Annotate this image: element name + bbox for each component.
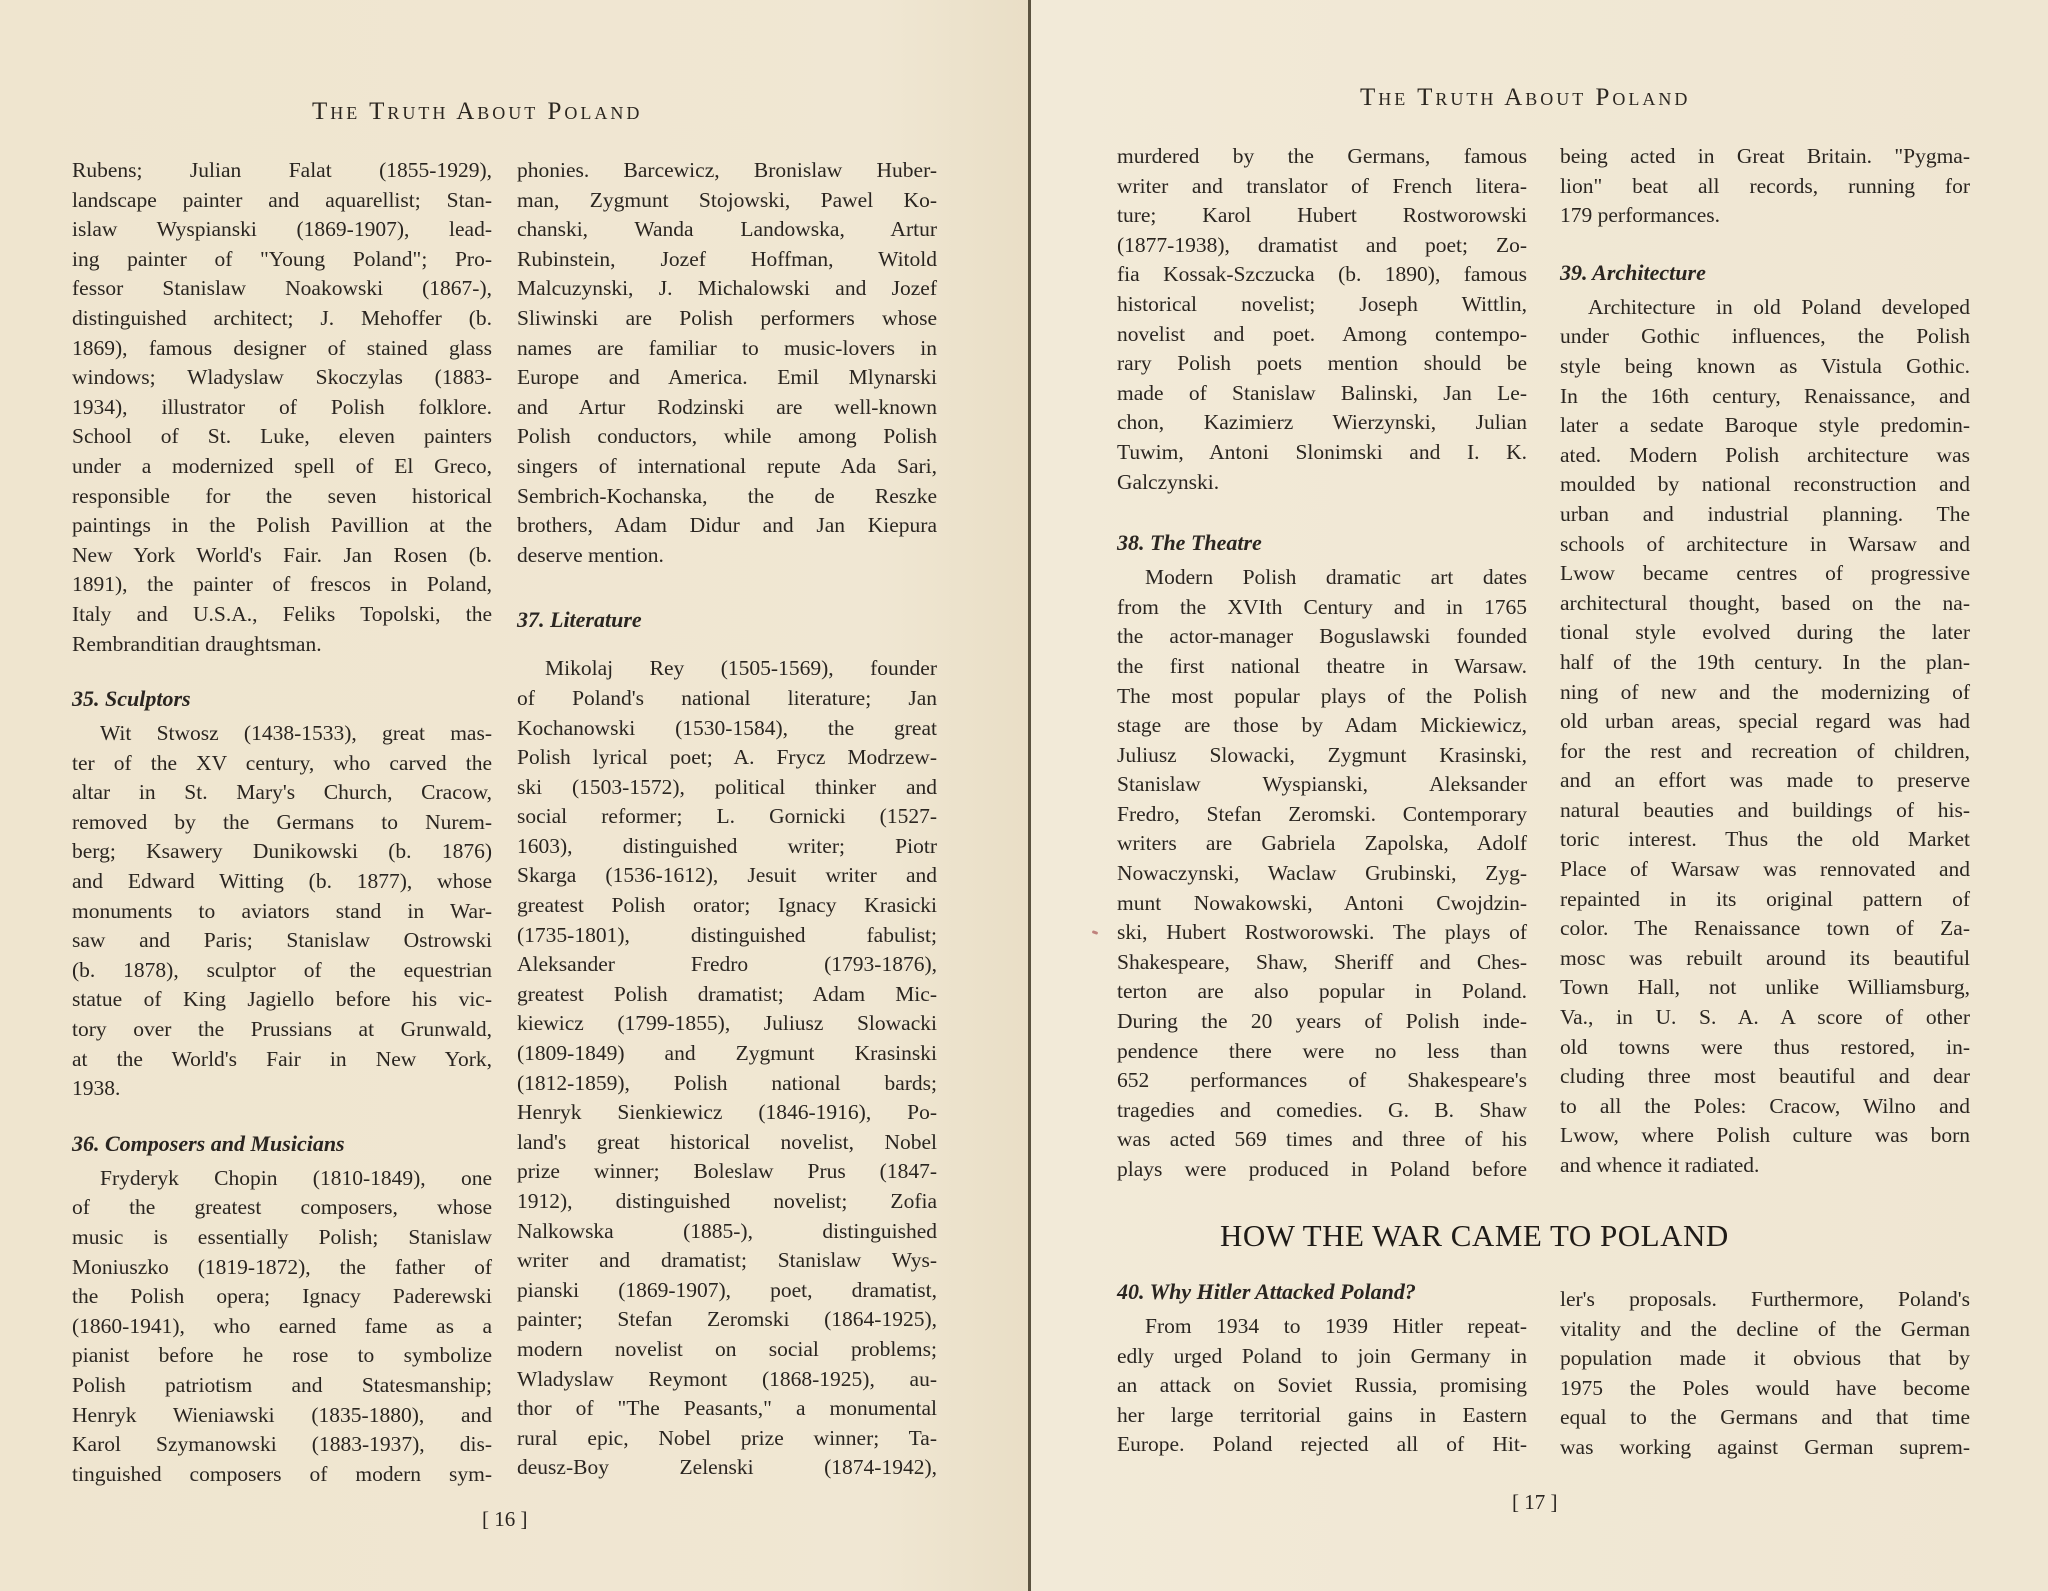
text-line: kiewicz (1799-1855), Juliusz Slowacki <box>517 1011 937 1036</box>
text-line: names are familiar to music-lovers in <box>517 335 937 360</box>
text-line: writer and dramatist; Stanislaw Wys- <box>517 1248 937 1273</box>
text-line: toric interest. Thus the old Market <box>1560 827 1970 852</box>
text-line: Stanislaw Wyspianski, Aleksander <box>1117 772 1527 797</box>
text-line: (1809-1849) and Zygmunt Krasinski <box>517 1041 937 1066</box>
text-line: mosc was rebuilt around its beautiful <box>1560 945 1970 970</box>
text-line: From 1934 to 1939 Hitler repeat- <box>1145 1314 1527 1338</box>
text-line: landscape painter and aquarellist; Stan- <box>72 187 492 212</box>
text-line: pendence there were no less than <box>1117 1038 1527 1063</box>
text-line: repainted in its original pattern of <box>1560 886 1970 911</box>
text-line: greatest Polish orator; Ignacy Krasicki <box>517 893 937 918</box>
text-line: Karol Szymanowski (1883-1937), dis- <box>72 1432 492 1457</box>
text-line: fessor Stanislaw Noakowski (1867-), <box>72 276 492 301</box>
running-head-right: The Truth About Poland <box>1360 84 1691 111</box>
text-line: Malcuzynski, J. Michalowski and Jozef <box>517 276 937 301</box>
text-line: fia Kossak-Szczucka (b. 1890), famous <box>1117 262 1527 287</box>
text-line: from the XVIth Century and in 1765 <box>1117 594 1527 619</box>
text-line: 1603), distinguished writer; Piotr <box>517 833 937 858</box>
text-line: deserve mention. <box>517 542 664 567</box>
text-line: of Poland's national literature; Jan <box>517 685 937 710</box>
text-line: New York World's Fair. Jan Rosen (b. <box>72 542 492 567</box>
text-line: an attack on Soviet Russia, promising <box>1117 1373 1527 1398</box>
text-line: brothers, Adam Didur and Jan Kiepura <box>517 513 937 538</box>
text-line: under a modernized spell of El Greco, <box>72 453 492 478</box>
paragraph-literature <box>517 654 937 1483</box>
text-line: distinguished architect; J. Mehoffer (b. <box>72 305 492 330</box>
text-line: tinguished composers of modern sym- <box>72 1461 492 1486</box>
text-line: of the greatest composers, whose <box>72 1195 492 1220</box>
text-line: writer and translator of French litera- <box>1117 173 1527 198</box>
paragraph-literature-continued <box>1117 142 1527 497</box>
text-line: Henryk Sienkiewicz (1846-1916), Po- <box>517 1100 937 1125</box>
right-page-section-40-column-1 <box>1117 1276 1527 1460</box>
text-line: terton are also popular in Poland. <box>1117 979 1527 1004</box>
text-line: chon, Kazimierz Wierzynski, Julian <box>1117 410 1527 435</box>
part-title: HOW THE WAR CAME TO POLAND <box>1220 1218 1729 1253</box>
text-line: schools of architecture in Warsaw and <box>1560 531 1970 556</box>
text-line: Sembrich-Kochanska, the de Reszke <box>517 483 937 508</box>
paragraph-composers <box>72 1164 492 1490</box>
text-line: ski, Hubert Rostworowski. The plays of <box>1117 920 1527 945</box>
text-line: ski (1503-1572), political thinker and <box>517 774 937 799</box>
section-heading-why-hitler: 40. Why Hitler Attacked Poland? <box>1117 1279 1416 1304</box>
text-line: Wit Stwosz (1438-1533), great mas- <box>100 721 492 746</box>
running-head-left: The Truth About Poland <box>312 98 643 125</box>
text-line: Lwow, where Polish culture was born <box>1560 1123 1970 1148</box>
text-line: writers are Gabriela Zapolska, Adolf <box>1117 831 1527 856</box>
text-line: Rubens; Julian Falat (1855-1929), <box>72 158 492 182</box>
text-line: (1812-1859), Polish national bards; <box>517 1070 937 1095</box>
right-page-column-2 <box>1560 142 1970 1181</box>
text-line: singers of international repute Ada Sari, <box>517 453 937 478</box>
text-line: Mikolaj Rey (1505-1569), founder <box>545 656 937 681</box>
section-heading-literature: 37. Literature <box>517 607 642 633</box>
text-line: Juliusz Slowacki, Zygmunt Krasinski, <box>1117 742 1527 767</box>
text-line: half of the 19th century. In the plan- <box>1560 649 1970 674</box>
text-line: music is essentially Polish; Stanislaw <box>72 1225 492 1249</box>
text-line: Moniuszko (1819-1872), the father of <box>72 1254 492 1279</box>
section-heading-composers: 36. Composers and Musicians <box>72 1130 345 1156</box>
text-line: (b. 1878), sculptor of the equestrian <box>72 957 492 982</box>
text-line: under Gothic influences, the Polish <box>1560 324 1970 349</box>
text-line: statue of King Jagiello before his vic- <box>72 987 492 1012</box>
text-line: windows; Wladyslaw Skoczylas (1883- <box>72 365 492 390</box>
paragraph-architecture <box>1560 293 1970 1181</box>
text-line: responsible for the seven historical <box>72 483 492 508</box>
text-line: ning of new and the modernizing of <box>1560 679 1970 704</box>
text-line: School of St. Luke, eleven painters <box>72 424 492 449</box>
text-line: 1891), the painter of frescos in Poland, <box>72 572 492 597</box>
text-line: Town Hall, not unlike Williamsburg, <box>1560 975 1970 1000</box>
text-line: Polish lyrical poet; A. Frycz Modrzew- <box>517 745 937 770</box>
text-line: deusz-Boy Zelenski (1874-1942), <box>517 1455 937 1480</box>
text-line: rural epic, Nobel prize winner; Ta- <box>517 1425 937 1450</box>
text-line: rary Polish poets mention should be <box>1117 351 1527 376</box>
text-line: novelist and poet. Among contempo- <box>1117 321 1527 346</box>
text-line: The most popular plays of the Polish <box>1117 683 1527 708</box>
page-number-left: [ 16 ] <box>482 1507 528 1531</box>
section-heading-sculptors: 35. Sculptors <box>72 686 191 712</box>
text-line: Fryderyk Chopin (1810-1849), one <box>100 1165 492 1190</box>
text-line: 1912), distinguished novelist; Zofia <box>517 1189 937 1213</box>
text-line: Fredro, Stefan Zeromski. Contemporary <box>1117 801 1527 826</box>
text-line: man, Zygmunt Stojowski, Pawel Ko- <box>517 187 937 212</box>
text-line: and Edward Witting (b. 1877), whose <box>72 869 492 894</box>
text-line: stage are those by Adam Mickiewicz, <box>1117 713 1527 738</box>
text-line: 1869), famous designer of stained glass <box>72 335 492 360</box>
text-line: 179 performances. <box>1560 203 1720 228</box>
text-line: Rembranditian draughtsman. <box>72 631 322 656</box>
text-line: Architecture in old Poland developed <box>1588 294 1970 319</box>
text-line: land's great historical novelist, Nobel <box>517 1129 937 1154</box>
text-line: was working against German suprem- <box>1560 1434 1970 1459</box>
book-spine <box>1028 0 1031 1591</box>
left-page-column-1 <box>72 156 492 1489</box>
text-line: population made it obvious that by <box>1560 1346 1970 1371</box>
text-line: altar in St. Mary's Church, Cracow, <box>72 780 492 805</box>
text-line: Rubinstein, Jozef Hoffman, Witold <box>517 246 937 271</box>
text-line: social reformer; L. Gornicki (1527- <box>517 804 937 829</box>
text-line: plays were produced in Poland before <box>1117 1157 1527 1181</box>
text-line: at the World's Fair in New York, <box>72 1046 492 1071</box>
text-line: Italy and U.S.A., Feliks Topolski, the <box>72 601 492 626</box>
text-line: Polish patriotism and Statesmanship; <box>72 1372 492 1397</box>
text-line: Modern Polish dramatic art dates <box>1145 565 1527 590</box>
paragraph-why-hitler-continued <box>1560 1285 1970 1463</box>
text-line: murdered by the Germans, famous <box>1117 144 1527 168</box>
text-line: phonies. Barcewicz, Bronislaw Huber- <box>517 158 937 182</box>
text-line: munt Nowakowski, Antoni Cwojdzin- <box>1117 890 1527 915</box>
text-line: 1938. <box>72 1076 121 1101</box>
text-line: Wladyslaw Reymont (1868-1925), au- <box>517 1366 937 1391</box>
text-line: In the 16th century, Renaissance, and <box>1560 383 1970 408</box>
text-line: cluding three most beautiful and dear <box>1560 1064 1970 1089</box>
text-line: Sliwinski are Polish performers whose <box>517 305 937 330</box>
text-line: (1735-1801), distinguished fabulist; <box>517 922 937 947</box>
text-line: lion" beat all records, running for <box>1560 173 1970 198</box>
text-line: ler's proposals. Furthermore, Poland's <box>1560 1287 1970 1311</box>
text-line: ing painter of "Young Poland"; Pro- <box>72 246 492 271</box>
text-line: greatest Polish dramatist; Adam Mic- <box>517 981 937 1006</box>
text-line: (1877-1938), dramatist and poet; Zo- <box>1117 232 1527 257</box>
text-line: 1934), illustrator of Polish folklore. <box>72 394 492 419</box>
text-line: and whence it radiated. <box>1560 1153 1760 1177</box>
text-line: Nalkowska (1885-), distinguished <box>517 1218 937 1243</box>
text-line: being acted in Great Britain. "Pygma- <box>1560 144 1970 168</box>
paragraph-painters-continued <box>72 156 492 659</box>
text-line: tory over the Prussians at Grunwald, <box>72 1017 492 1042</box>
text-line: natural beauties and buildings of his- <box>1560 797 1970 822</box>
text-line: style being known as Vistula Gothic. <box>1560 353 1970 378</box>
text-line: paintings in the Polish Pavillion at the <box>72 513 492 538</box>
text-line: old towns were thus restored, in- <box>1560 1034 1970 1059</box>
left-page-column-2 <box>517 156 937 1483</box>
text-line: monuments to aviators stand in War- <box>72 898 492 923</box>
text-line: chanski, Wanda Landowska, Artur <box>517 217 937 242</box>
text-line: painter; Stefan Zeromski (1864-1925), <box>517 1307 937 1332</box>
text-line: Tuwim, Antoni Slonimski and I. K. <box>1117 439 1527 464</box>
right-page-column-1 <box>1117 142 1527 1185</box>
text-line: color. The Renaissance town of Za- <box>1560 916 1970 941</box>
text-line: old urban areas, special regard was had <box>1560 709 1970 734</box>
text-line: Galczynski. <box>1117 469 1220 494</box>
text-line: moulded by national reconstruction and <box>1560 472 1970 497</box>
text-line: historical novelist; Joseph Wittlin, <box>1117 291 1527 316</box>
text-line: Polish conductors, while among Polish <box>517 424 937 449</box>
text-line: thor of "The Peasants," a monumental <box>517 1396 937 1421</box>
text-line: Henryk Wieniawski (1835-1880), and <box>72 1402 492 1427</box>
text-line: saw and Paris; Stanislaw Ostrowski <box>72 928 492 953</box>
section-heading-theatre: 38. The Theatre <box>1117 530 1262 556</box>
paragraph-sculptors <box>72 719 492 1104</box>
text-line: modern novelist on social problems; <box>517 1336 937 1361</box>
text-line: Aleksander Fredro (1793-1876), <box>517 952 937 977</box>
paragraph-composers-continued <box>517 156 937 570</box>
text-line: Nowaczynski, Waclaw Grubinski, Zyg- <box>1117 861 1527 886</box>
text-line: 1975 the Poles would have become <box>1560 1375 1970 1400</box>
text-line: for the rest and recreation of children, <box>1560 738 1970 763</box>
text-line: removed by the Germans to Nurem- <box>72 809 492 834</box>
text-line: the Polish opera; Ignacy Paderewski <box>72 1284 492 1309</box>
text-line: the first national theatre in Warsaw. <box>1117 653 1527 678</box>
text-line: urban and industrial planning. The <box>1560 501 1970 526</box>
paragraph-theatre <box>1117 563 1527 1184</box>
text-line: Europe and America. Emil Mlynarski <box>517 365 937 390</box>
text-line: Shakespeare, Shaw, Sheriff and Ches- <box>1117 949 1527 974</box>
text-line: During the 20 years of Polish inde- <box>1117 1009 1527 1034</box>
text-line: vitality and the decline of the German <box>1560 1316 1970 1341</box>
text-line: architectural thought, based on the na- <box>1560 590 1970 615</box>
text-line: tional style evolved during the later <box>1560 620 1970 645</box>
section-heading-architecture: 39. Architecture <box>1560 259 1706 285</box>
text-line: prize winner; Boleslaw Prus (1847- <box>517 1159 937 1184</box>
text-line: Skarga (1536-1612), Jesuit writer and <box>517 863 937 888</box>
text-line: berg; Ksawery Dunikowski (b. 1876) <box>72 839 492 864</box>
text-line: ture; Karol Hubert Rostworowski <box>1117 203 1527 228</box>
text-line: her large territorial gains in Eastern <box>1117 1402 1527 1427</box>
text-line: Kochanowski (1530-1584), the great <box>517 715 937 740</box>
text-line: to all the Poles: Cracow, Wilno and <box>1560 1093 1970 1118</box>
paragraph-theatre-continued <box>1560 142 1970 231</box>
text-line: later a sedate Baroque style predomin- <box>1560 413 1970 438</box>
text-line: edly urged Poland to join Germany in <box>1117 1343 1527 1368</box>
text-line: equal to the Germans and that time <box>1560 1405 1970 1430</box>
text-line: tragedies and comedies. G. B. Shaw <box>1117 1097 1527 1122</box>
text-line: and Artur Rodzinski are well-known <box>517 394 937 419</box>
text-line: was acted 569 times and three of his <box>1117 1127 1527 1152</box>
page-number-right: [ 17 ] <box>1512 1490 1558 1514</box>
paragraph-why-hitler <box>1117 1312 1527 1460</box>
text-line: pianski (1869-1907), poet, dramatist, <box>517 1277 937 1302</box>
text-line: islaw Wyspianski (1869-1907), lead- <box>72 217 492 242</box>
text-line: Va., in U. S. A. A score of other <box>1560 1005 1970 1030</box>
text-line: ter of the XV century, who carved the <box>72 750 492 775</box>
text-line: the actor-manager Boguslawski founded <box>1117 624 1527 649</box>
text-line: (1860-1941), who earned fame as a <box>72 1313 492 1338</box>
text-line: made of Stanislaw Balinski, Jan Le- <box>1117 380 1527 405</box>
text-line: Place of Warsaw was rennovated and <box>1560 857 1970 882</box>
text-line: pianist before he rose to symbolize <box>72 1343 492 1368</box>
text-line: Europe. Poland rejected all of Hit- <box>1117 1432 1527 1457</box>
right-page-section-40-column-2 <box>1560 1285 1970 1463</box>
text-line: Lwow became centres of progressive <box>1560 561 1970 586</box>
text-line: ated. Modern Polish architecture was <box>1560 442 1970 467</box>
text-line: 652 performances of Shakespeare's <box>1117 1068 1527 1093</box>
text-line: and an effort was made to preserve <box>1560 768 1970 793</box>
